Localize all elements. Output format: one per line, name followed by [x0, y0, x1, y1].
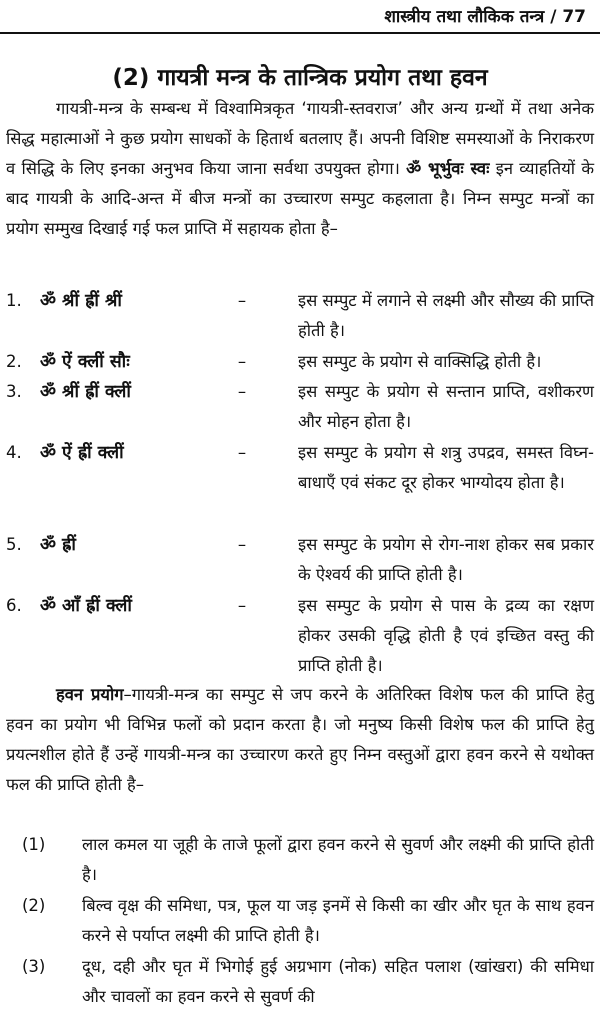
- mantra-text: ॐ ऐं ह्रीं क्लीं: [40, 443, 124, 463]
- mantra-number: 1.: [6, 291, 22, 310]
- havan-paragraph: [6, 680, 594, 800]
- havan-item-number: (3): [22, 957, 46, 976]
- mantra-number: 2.: [6, 352, 22, 371]
- havan-item-number: (2): [22, 896, 46, 915]
- havan-item-description: दूध, दही और घृत में भिगोई हुई अग्रभाग (नोक) सहित पलाश (खांखरा) की समिधा और चावलों का हवन करने से सुवर्ण की: [82, 957, 594, 1006]
- intro-text-after: इन व्याहतियों के बाद गायत्री के आदि-अन्त में बीज मन्त्रों का उच्चारण सम्पुट कहलाता है। निम्न सम्पुट मन्त्रों का प्रयोग सम्मुख दिखाई गई फल प्राप्ति में सहायक होता है–: [6, 159, 594, 238]
- havan-item-description: लाल कमल या जूही के ताजे फूलों द्वारा हवन करने से सुवर्ण और लक्ष्मी की प्राप्ति होती है।: [82, 835, 594, 884]
- mantra-number: 5.: [6, 535, 22, 554]
- mantra-number: 6.: [6, 596, 22, 615]
- mantra-text: ॐ आँ ह्रीं क्लीं: [40, 596, 132, 616]
- mantra-description: इस सम्पुट के प्रयोग से रोग-नाश होकर सब प्रकार के ऐश्वर्य की प्राप्ति होती है।: [298, 535, 594, 584]
- intro-paragraph: [6, 94, 594, 244]
- mantra-dash: –: [237, 535, 247, 554]
- mantra-description: इस सम्पुट के प्रयोग से पास के द्रव्य का रक्षण होकर उसकी वृद्धि होती है एवं इच्छित वस्तु की प्राप्ति होती है।: [298, 596, 594, 675]
- mantra-dash: –: [237, 291, 247, 310]
- havan-item-description: बिल्व वृक्ष की समिधा, पत्र, फूल या जड़ इनमें से किसी का खीर और घृत के साथ हवन करने से पर्याप्त लक्ष्मी की प्राप्ति होती है।: [82, 896, 594, 945]
- mantra-text: ॐ ह्रीं: [40, 535, 76, 555]
- mantra-text: ॐ श्रीं ह्रीं श्रीं: [40, 291, 122, 311]
- mantra-dash: –: [237, 352, 247, 371]
- havan-heading: हवन प्रयोग: [56, 685, 124, 704]
- mantra-number: 3.: [6, 382, 22, 401]
- header-rule: [0, 32, 600, 34]
- havan-item-number: (1): [22, 835, 46, 854]
- mantra-text: ॐ श्रीं ह्रीं क्लीं: [40, 382, 131, 402]
- intro-mantra: ॐ भूर्भुवः स्वः: [406, 159, 490, 178]
- mantra-dash: –: [237, 443, 247, 462]
- running-header: शास्त्रीय तथा लौकिक तन्त्र / 77: [384, 7, 586, 27]
- havan-text: –गायत्री-मन्त्र का सम्पुट से जप करने के अतिरिक्त विशेष फल की प्राप्ति हेतु हवन का प्रयोग भी विभिन्न फलों को प्रदान करता है। जो मनुष्य किसी विशेष फल की प्राप्ति हेतु प्रयत्नशील होते हैं उन्हें गायत्री-मन्त्र का उच्चारण करते हुए निम्न वस्तुओं द्वारा हवन करने से यथोक्त फल की प्राप्ति होती है–: [6, 685, 594, 794]
- section-title: (2) गायत्री मन्त्र के तान्त्रिक प्रयोग तथा हवन: [112, 65, 488, 91]
- mantra-text: ॐ ऐं क्लीं सौः: [40, 352, 130, 372]
- mantra-dash: –: [237, 382, 247, 401]
- mantra-number: 4.: [6, 443, 22, 462]
- mantra-description: इस सम्पुट के प्रयोग से सन्तान प्राप्ति, वशीकरण और मोहन होता है।: [298, 382, 594, 431]
- mantra-description: इस सम्पुट में लगाने से लक्ष्मी और सौख्य की प्राप्ति होती है।: [298, 291, 594, 340]
- mantra-description: इस सम्पुट के प्रयोग से वाक्सिद्धि होती है।: [298, 352, 542, 371]
- mantra-dash: –: [237, 596, 247, 615]
- mantra-description: इस सम्पुट के प्रयोग से शत्रु उपद्रव, समस्त विघ्न-बाधाएँ एवं संकट दूर होकर भाग्योदय होता है।: [298, 443, 594, 492]
- intro-text: गायत्री-मन्त्र के सम्बन्ध में विश्वामित्रकृत ‘गायत्री-स्तवराज’ और अन्य ग्रन्थों में तथा अनेक सिद्ध महात्माओं ने कुछ प्रयोग साधकों के हितार्थ बतलाए हैं। अपनी विशिष्ट समस्याओं के निराकरण व सिद्धि के लिए इनका अनुभव किया जाना सर्वथा उपयुक्त होगा।: [6, 99, 594, 178]
